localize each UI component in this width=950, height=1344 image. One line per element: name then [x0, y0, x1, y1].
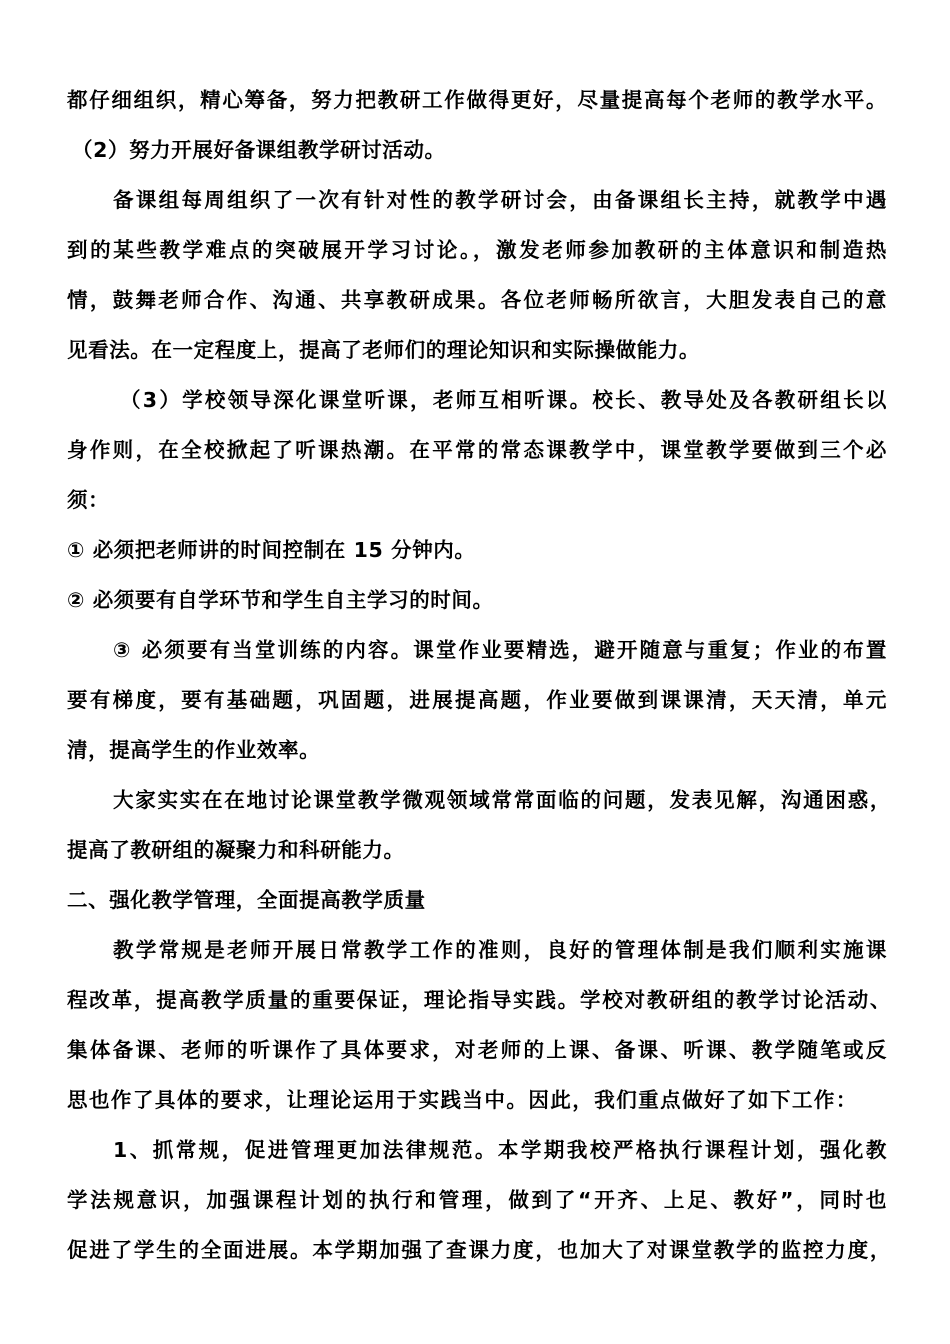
paragraph-line: 1、抓常规，促进管理更加法律规范。本学期我校严格执行课程计划，强化教	[113, 1138, 887, 1162]
section-heading: （2）努力开展好备课组教学研讨活动。	[72, 138, 446, 162]
paragraph-line: 提高了教研组的凝聚力和科研能力。	[67, 838, 405, 862]
paragraph-line: 思也作了具体的要求，让理论运用于实践当中。因此，我们重点做好了如下工作：	[67, 1088, 857, 1112]
paragraph-line: 须：	[67, 488, 110, 512]
text-line: 都仔细组织，精心筹备，努力把教研工作做得更好，尽量提高每个老师的教学水平。	[67, 88, 887, 112]
paragraph-line: 促进了学生的全面进展。本学期加强了查课力度，也加大了对课堂教学的监控力度，	[67, 1238, 891, 1262]
paragraph-line: （3）学校领导深化课堂听课，老师互相听课。校长、教导处及各教研组长以	[120, 388, 887, 412]
paragraph-line: 要有梯度，要有基础题，巩固题，进展提高题，作业要做到课课清，天天清，单元	[67, 688, 887, 712]
list-item: ① 必须把老师讲的时间控制在 15 分钟内。	[67, 538, 476, 562]
paragraph-line: 到的某些教学难点的突破展开学习讨论。，激发老师参加教研的主体意识和制造热	[67, 238, 887, 262]
paragraph-line: 备课组每周组织了一次有针对性的教学研讨会，由备课组长主持，就教学中遇	[113, 188, 887, 212]
paragraph-line: 见看法。在一定程度上，提高了老师们的理论知识和实际操做能力。	[67, 338, 700, 362]
paragraph-line: 大家实实在在地讨论课堂教学微观领域常常面临的问题，发表见解，沟通困惑，	[113, 788, 891, 812]
paragraph-line: 情，鼓舞老师合作、沟通、共享教研成果。各位老师畅所欲言，大胆发表自己的意	[67, 288, 887, 312]
list-item: ③ 必须要有当堂训练的内容。课堂作业要精选，避开随意与重复；作业的布置	[113, 638, 887, 662]
section-heading: 二、强化教学管理，全面提高教学质量	[67, 888, 426, 912]
paragraph-line: 教学常规是老师开展日常教学工作的准则，良好的管理体制是我们顺利实施课	[113, 938, 887, 962]
paragraph-line: 清，提高学生的作业效率。	[67, 738, 321, 762]
paragraph-line: 学法规意识，加强课程计划的执行和管理，做到了“开齐、上足、教好”，同时也	[67, 1188, 887, 1212]
list-item: ② 必须要有自学环节和学生自主学习的时间。	[67, 588, 494, 612]
paragraph-line: 身作则，在全校掀起了听课热潮。在平常的常态课教学中，课堂教学要做到三个必	[67, 438, 887, 462]
paragraph-line: 集体备课、老师的听课作了具体要求，对老师的上课、备课、听课、教学随笔或反	[67, 1038, 887, 1062]
paragraph-line: 程改革，提高教学质量的重要保证，理论指导实践。学校对教研组的教学讨论活动、	[67, 988, 891, 1012]
